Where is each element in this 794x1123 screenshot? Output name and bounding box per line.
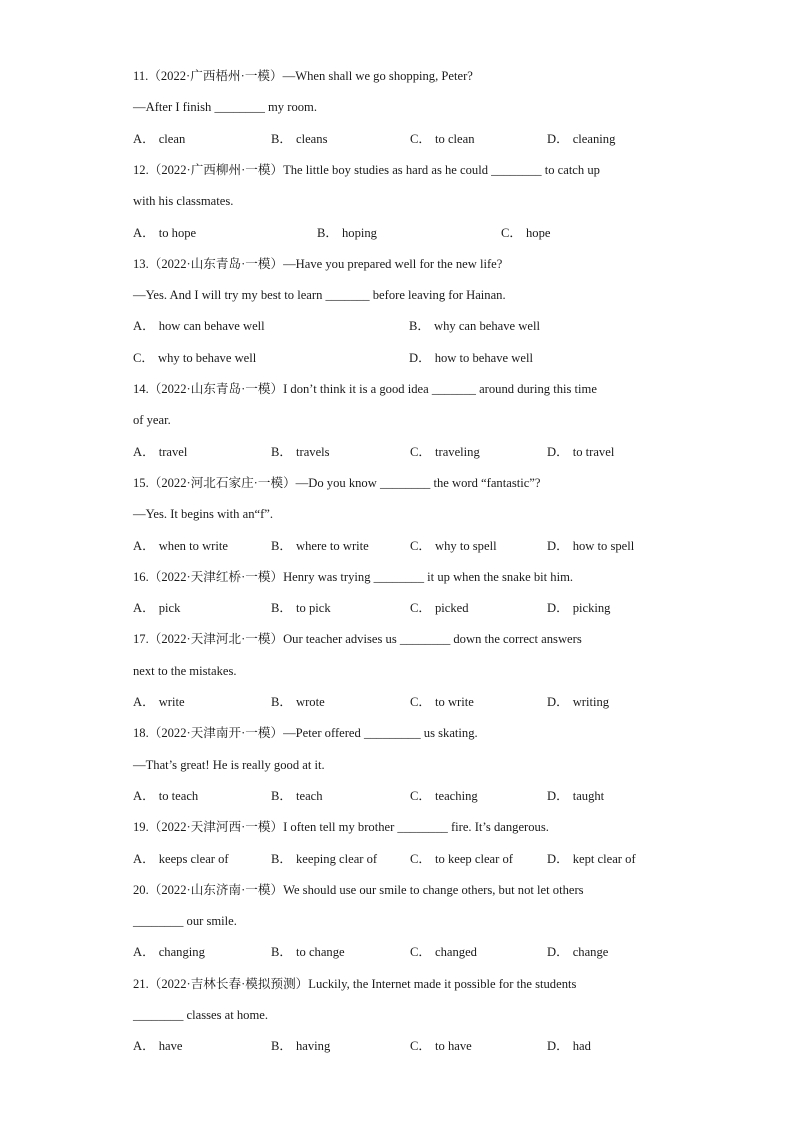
option-text: change xyxy=(572,945,609,960)
option-letter: A． xyxy=(133,851,155,866)
question-continuation: —Yes. It begins with an“f”. xyxy=(133,507,274,522)
option-text: write xyxy=(158,695,185,709)
answer-option[interactable] xyxy=(271,786,323,806)
option-text: changed xyxy=(435,945,477,960)
option-text: how can behave well xyxy=(158,319,265,334)
answer-option[interactable] xyxy=(410,849,513,869)
answer-option[interactable] xyxy=(410,598,469,618)
question-stem: 16.（2022·天津红桥·一模）Henry was trying ________ it up when the snake bit him. xyxy=(133,569,574,584)
answer-option[interactable] xyxy=(410,442,480,462)
option-text: how to spell xyxy=(572,538,635,553)
answer-option[interactable] xyxy=(409,348,533,368)
question-continuation: —That’s great! He is really good at it. xyxy=(133,757,325,772)
option-text: cleans xyxy=(296,131,328,146)
answer-option[interactable] xyxy=(410,536,497,556)
option-letter: C． xyxy=(133,350,154,365)
answer-option[interactable] xyxy=(133,1036,182,1056)
option-letter: A． xyxy=(133,601,155,616)
option-letter: A． xyxy=(133,1039,155,1054)
option-letter: B． xyxy=(409,319,430,334)
question-continuation: —Yes. And I will try my best to learn _______ before leaving for Hainan. xyxy=(133,288,506,303)
option-text: writing xyxy=(572,695,610,709)
option-letter: C． xyxy=(410,538,431,553)
option-letter: D． xyxy=(409,350,431,365)
answer-option[interactable] xyxy=(410,129,475,149)
option-text: why to spell xyxy=(435,538,497,553)
option-text: why can behave well xyxy=(434,319,540,334)
option-text: why to behave well xyxy=(158,350,257,365)
answer-option[interactable] xyxy=(547,129,615,149)
option-text: teaching xyxy=(435,788,478,803)
answer-option[interactable] xyxy=(133,942,205,962)
option-letter: C． xyxy=(410,131,431,146)
answer-option[interactable] xyxy=(547,536,634,556)
answer-option[interactable] xyxy=(410,1036,472,1056)
question-continuation: ________ our smile. xyxy=(133,914,237,929)
question-continuation: —After I finish ________ my room. xyxy=(133,100,317,115)
option-letter: D． xyxy=(547,444,569,459)
option-text: to have xyxy=(435,1039,472,1054)
answer-option[interactable] xyxy=(271,129,327,149)
option-letter: A． xyxy=(133,444,155,459)
option-text: hope xyxy=(526,225,551,240)
option-text: to hope xyxy=(158,225,197,240)
option-letter: A． xyxy=(133,225,155,240)
option-text: had xyxy=(572,1039,591,1054)
option-letter: D． xyxy=(547,131,569,146)
option-letter: A． xyxy=(133,319,155,334)
option-letter: B． xyxy=(271,851,292,866)
option-text: hoping xyxy=(342,225,377,240)
option-text: to pick xyxy=(296,601,331,616)
option-text: how to behave well xyxy=(434,350,533,365)
option-text: to teach xyxy=(158,788,199,803)
answer-option[interactable] xyxy=(271,692,325,712)
option-text: to travel xyxy=(572,444,615,459)
option-text: cleaning xyxy=(572,131,616,146)
option-letter: D． xyxy=(547,601,569,616)
option-text: taught xyxy=(572,788,605,803)
option-letter: D． xyxy=(547,945,569,960)
answer-option[interactable] xyxy=(547,849,636,869)
option-text: keeps clear of xyxy=(158,851,229,866)
question-stem: 15.（2022·河北石家庄·一模）—Do you know ________ the word “fantastic”? xyxy=(133,475,541,490)
option-letter: C． xyxy=(410,851,431,866)
option-letter: D． xyxy=(547,538,569,553)
option-text: clean xyxy=(158,131,186,146)
answer-option[interactable] xyxy=(133,348,256,368)
question-stem: 19.（2022·天津河西·一模）I often tell my brother ________ fire. It’s dangerous. xyxy=(133,820,549,835)
option-text: having xyxy=(296,1039,331,1054)
option-text: picking xyxy=(572,601,611,616)
option-text: teach xyxy=(296,788,323,803)
option-letter: A． xyxy=(133,945,155,960)
option-letter: B． xyxy=(271,131,292,146)
answer-option[interactable] xyxy=(271,849,377,869)
answer-option[interactable] xyxy=(547,598,610,618)
answer-option[interactable] xyxy=(133,316,265,336)
answer-option[interactable] xyxy=(410,942,477,962)
answer-option[interactable] xyxy=(271,598,331,618)
option-letter: D． xyxy=(547,695,569,709)
option-text: to change xyxy=(296,945,345,960)
option-text: wrote xyxy=(296,695,325,709)
question-continuation: ________ classes at home. xyxy=(133,1008,269,1022)
option-letter: D． xyxy=(547,1039,569,1054)
answer-option[interactable] xyxy=(317,223,377,243)
answer-option[interactable] xyxy=(409,316,540,336)
answer-option[interactable] xyxy=(133,223,196,243)
option-letter: C． xyxy=(410,601,431,616)
answer-option[interactable] xyxy=(133,536,228,556)
option-letter: B． xyxy=(271,538,292,553)
option-letter: A． xyxy=(133,695,155,709)
question-stem: 12.（2022·广西柳州·一模）The little boy studies as hard as he could ________ to catch up xyxy=(133,162,600,177)
question-continuation: next to the mistakes. xyxy=(133,663,237,678)
answer-option[interactable] xyxy=(547,442,614,462)
answer-option[interactable] xyxy=(410,692,474,712)
option-text: traveling xyxy=(435,444,480,459)
option-letter: C． xyxy=(410,788,431,803)
question-stem: 20.（2022·山东济南·一模）We should use our smile to change others, but not let others xyxy=(133,882,584,897)
option-letter: B． xyxy=(271,695,292,709)
question-stem: 18.（2022·天津南开·一模）—Peter offered _________ us skating. xyxy=(133,726,478,741)
option-letter: C． xyxy=(410,1039,431,1054)
option-letter: B． xyxy=(317,225,338,240)
option-letter: A． xyxy=(133,131,155,146)
option-letter: B． xyxy=(271,601,292,616)
option-letter: A． xyxy=(133,788,155,803)
option-letter: D． xyxy=(547,851,569,866)
option-text: pick xyxy=(158,601,181,616)
answer-option[interactable] xyxy=(133,598,180,618)
option-letter: B． xyxy=(271,444,292,459)
option-text: travel xyxy=(158,444,188,459)
answer-option[interactable] xyxy=(133,129,185,149)
option-letter: B． xyxy=(271,788,292,803)
answer-option[interactable] xyxy=(501,223,550,243)
question-stem: 11.（2022·广西梧州·一模）—When shall we go shopping, Peter? xyxy=(133,69,473,83)
option-text: to keep clear of xyxy=(435,851,513,866)
option-text: travels xyxy=(296,444,330,459)
option-text: keeping clear of xyxy=(296,851,378,866)
option-text: kept clear of xyxy=(572,851,636,866)
option-text: have xyxy=(158,1039,183,1054)
question-stem: 17.（2022·天津河北·一模）Our teacher advises us ________ down the correct answers xyxy=(133,632,582,647)
option-letter: A． xyxy=(133,538,155,553)
answer-option[interactable] xyxy=(410,786,478,806)
question-continuation: with his classmates. xyxy=(133,194,234,209)
answer-option[interactable] xyxy=(547,692,609,712)
answer-option[interactable] xyxy=(547,1036,591,1056)
option-letter: B． xyxy=(271,1039,292,1054)
option-letter: D． xyxy=(547,788,569,803)
answer-option[interactable] xyxy=(271,536,369,556)
option-letter: C． xyxy=(410,695,431,709)
answer-option[interactable] xyxy=(271,942,345,962)
question-continuation: of year. xyxy=(133,413,171,428)
answer-option[interactable] xyxy=(133,786,198,806)
option-text: picked xyxy=(435,601,469,616)
option-letter: C． xyxy=(501,225,522,240)
question-stem: 13.（2022·山东青岛·一模）—Have you prepared well for the new life? xyxy=(133,256,503,271)
answer-option[interactable] xyxy=(547,786,604,806)
option-text: to clean xyxy=(435,131,475,146)
answer-option[interactable] xyxy=(133,692,185,712)
option-text: where to write xyxy=(296,538,369,553)
option-letter: C． xyxy=(410,945,431,960)
option-text: changing xyxy=(158,945,205,960)
answer-option[interactable] xyxy=(271,1036,330,1056)
answer-option[interactable] xyxy=(133,849,229,869)
question-stem: 21.（2022·吉林长春·模拟预测）Luckily, the Internet made it possible for the students xyxy=(133,976,577,991)
option-text: to write xyxy=(435,695,474,709)
answer-option[interactable] xyxy=(271,442,330,462)
answer-option[interactable] xyxy=(547,942,608,962)
option-letter: B． xyxy=(271,945,292,960)
answer-option[interactable] xyxy=(133,442,187,462)
option-text: when to write xyxy=(158,538,228,553)
option-letter: C． xyxy=(410,444,431,459)
question-stem: 14.（2022·山东青岛·一模）I don’t think it is a good idea _______ around during this time xyxy=(133,382,597,396)
